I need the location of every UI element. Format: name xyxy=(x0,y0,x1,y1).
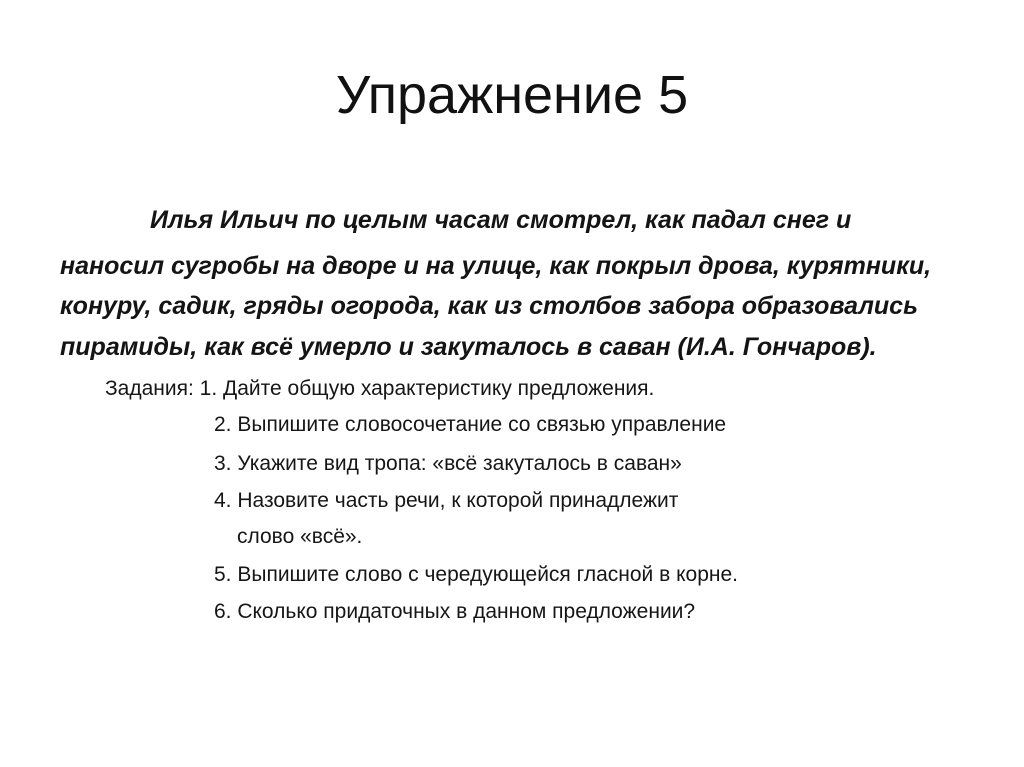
slide-title: Упражнение 5 xyxy=(335,65,689,125)
task-item-3: 3. Укажите вид тропа: «всё закуталось в саван» xyxy=(214,452,682,475)
quote-line-3: конуру, садик, гряды огорода, как из столбов забора образовались xyxy=(60,292,918,320)
task-intro: Задания: 1. Дайте общую характеристику предложения. xyxy=(105,377,655,400)
quote-line-2: наносил сугробы на дворе и на улице, как покрыл дрова, курятники, xyxy=(60,252,932,280)
task-item-2: 2. Выпишите словосочетание со связью управление xyxy=(214,413,727,436)
task-item-5: 5. Выпишите слово с чередующейся гласной в корне. xyxy=(214,563,738,586)
quote-line-4: пирамиды, как всё умерло и закуталось в саван (И.А. Гончаров). xyxy=(60,333,877,361)
task-item-6: 6. Сколько придаточных в данном предложении? xyxy=(214,600,696,623)
task-item-4-continued: слово «всё». xyxy=(237,525,363,548)
quote-line-1: Илья Ильич по целым часам смотрел, как падал снег и xyxy=(150,206,852,234)
task-item-4: 4. Назовите часть речи, к которой принадлежит xyxy=(214,489,679,512)
